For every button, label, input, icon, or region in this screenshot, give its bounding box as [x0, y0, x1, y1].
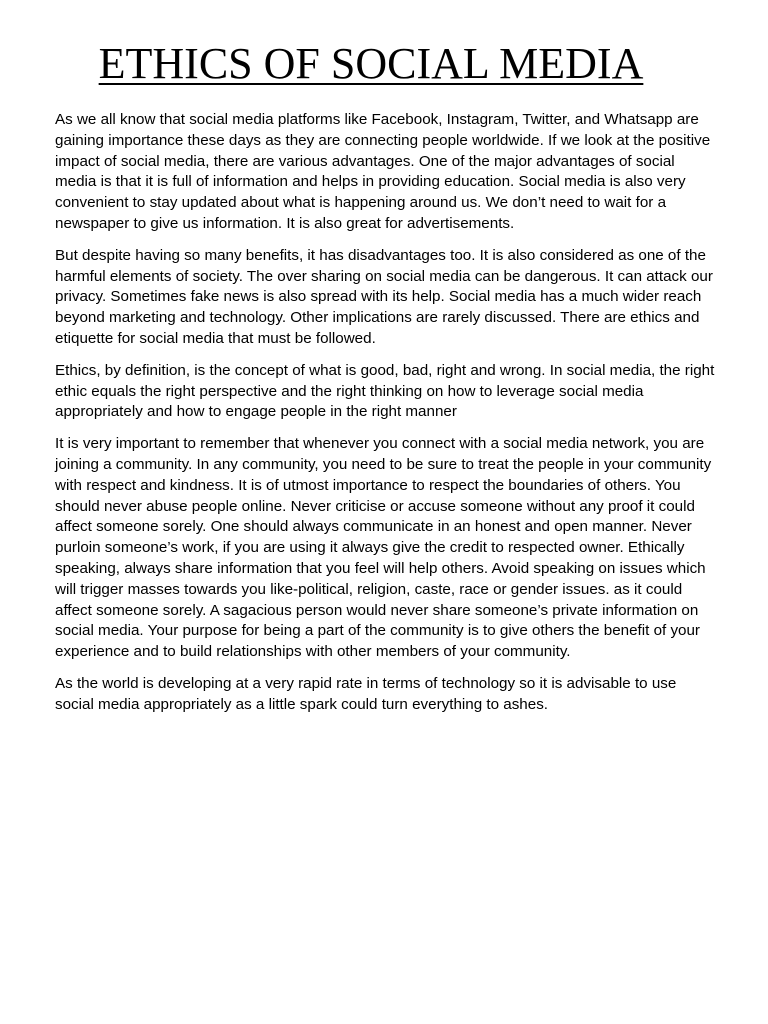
paragraph-1: As we all know that social media platforms like Facebook, Instagram, Twitter, and Whatsapp are gaining importance these days as they are connecting people worldwide. If we look at the positive impact of social media, there are various advantages. One of the major advantages of social media is that it is full of information and helps in providing education. Social media is also very convenient to stay updated about what is happening around us. We don’t need to wait for a newspaper to give us information. It is also great for advertisements.: [55, 111, 711, 232]
page-title: ETHICS OF SOCIAL MEDIA: [98, 39, 644, 88]
document-body: [55, 110, 715, 727]
paragraph-2: But despite having so many benefits, it has disadvantages too. It is also considered as one of the harmful elements of society. The over sharing on social media can be dangerous. It can attack our privacy. Sometimes fake news is also spread with its help. Social media has a much wider reach beyond marketing and technology. Other implications are rarely discussed. There are ethics and etiquette for social media that must be followed.: [55, 246, 713, 347]
paragraph-4: It is very important to remember that whenever you connect with a social media network, you are joining a community. In any community, you need to be sure to treat the people in your community with respect and kindness. It is of utmost importance to respect the boundaries of others. You should never abuse people online. Never criticise or accuse someone without any proof it could affect someone sorely. One should always communicate in an honest and open manner. Never purloin someone’s work, if you are using it always give the credit to respected owner. Ethically speaking, always share information that you feel will help others. Avoid speaking on issues which will trigger masses towards you like-political, religion, caste, race or gender issues. as it could affect someone sorely. A sagacious person would never share someone’s private information on social media. Your purpose for being a part of the community is to give others the benefit of your experience and to build relationships with other members of your community.: [55, 435, 712, 661]
paragraph-3: Ethics, by definition, is the concept of what is good, bad, right and wrong. In social media, the right ethic equals the right perspective and the right thinking on how to leverage social media appropriately and how to engage people in the right manner: [55, 361, 715, 421]
paragraph-5: As the world is developing at a very rapid rate in terms of technology so it is advisable to use social media appropriately as a little spark could turn everything to ashes.: [55, 674, 677, 713]
